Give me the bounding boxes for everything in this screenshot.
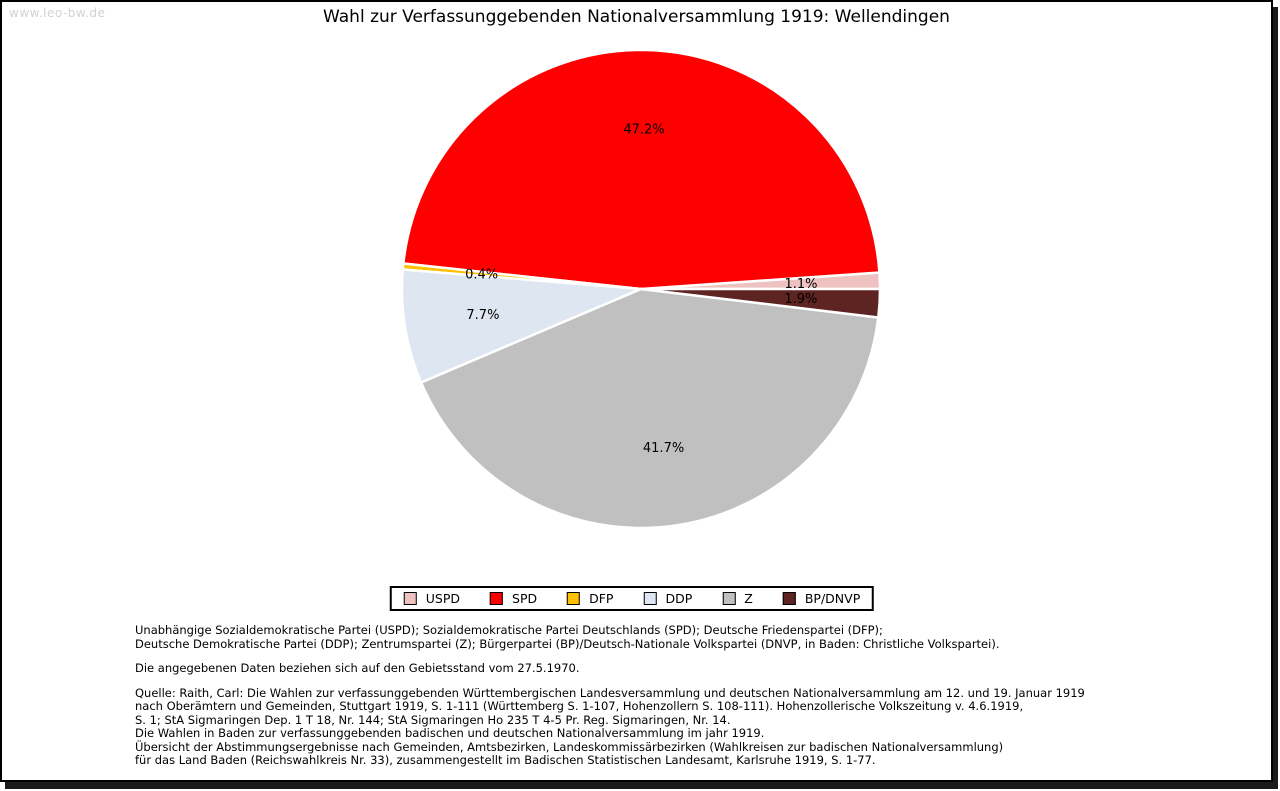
chart-title: Wahl zur Verfassunggebenden Nationalversammlung 1919: Wellendingen <box>323 7 950 27</box>
note-line: Die Wahlen in Baden zur verfassunggebenden badischen und deutschen Nationalversammlung im jahr 1919. <box>135 726 765 740</box>
legend-label: Z <box>744 591 753 606</box>
legend-label: SPD <box>512 591 538 606</box>
legend-label: BP/DNVP <box>804 591 861 606</box>
legend-swatch-uspd <box>404 592 417 605</box>
legend-swatch-dfp <box>567 592 580 605</box>
note-line: für das Land Baden (Reichswahlkreis Nr. 33), zusammengestellt im Badischen Statistischen Landesamt, Karlsruhe 1919, S. 1-77. <box>135 753 876 767</box>
legend-label: DDP <box>665 591 693 606</box>
note-line: Übersicht der Abstimmungsergebnisse nach Gemeinden, Amtsbezirken, Landeskommissärbezirken (Wahlkreisen zur badischen Nationalversammlung) <box>135 739 1004 754</box>
legend-item-spd <box>490 591 537 606</box>
legend-item-bp-dnvp <box>783 591 860 606</box>
party-abbreviations-note <box>135 624 1085 651</box>
pie-slice-spd <box>403 50 879 289</box>
pie-slice-label-ddp: 7.7% <box>466 308 500 324</box>
note-line: Unabhängige Sozialdemokratische Partei (USPD); Sozialdemokratische Partei Deutschlands (SPD); Deutsche Friedenspartei (DFP); <box>135 623 883 637</box>
note-line: Deutsche Demokratische Partei (DDP); Zentrumspartei (Z); Bürgerpartei (BP)/Deutsch-Nationale Volkspartei (DNVP, in Baden: Christliche Volkspartei). <box>135 636 1000 651</box>
pie-slice-label-spd: 47.2% <box>623 122 665 138</box>
legend <box>390 586 874 611</box>
pie-slice-label-uspd: 1.1% <box>784 277 818 293</box>
legend-swatch-spd <box>490 592 503 605</box>
pie-slice-label-bp-dnvp: 1.9% <box>784 292 818 308</box>
legend-item-z <box>722 591 753 606</box>
legend-swatch-z <box>722 592 735 605</box>
pie-slice-label-dfp: 0.4% <box>465 267 499 283</box>
watermark-url: www.leo-bw.de <box>9 6 106 20</box>
legend-item-ddp <box>643 591 692 606</box>
legend-label: DFP <box>589 591 614 606</box>
source-note <box>135 687 1085 768</box>
note-line: Die angegebenen Daten beziehen sich auf den Gebietsstand vom 27.5.1970. <box>135 661 580 675</box>
note-line: Quelle: Raith, Carl: Die Wahlen zur verfassunggebenden Württembergischen Landesversammlung und deutschen Nationalversammlung am 12. und 19. Januar 1919 <box>135 685 1085 700</box>
legend-swatch-bp-dnvp <box>783 592 796 605</box>
legend-swatch-ddp <box>643 592 656 605</box>
legend-label: USPD <box>425 591 461 606</box>
note-line: nach Oberämtern und Gemeinden, Stuttgart 1919, S. 1-111 (Württemberg S. 1-107, Hohenzollern S. 108-111). Hohenzollerische Volkszeitung v. 4.6.1919, <box>135 699 1024 713</box>
note-line: S. 1; StA Sigmaringen Dep. 1 T 18, Nr. 144; StA Sigmaringen Ho 235 T 4-5 Pr. Reg. Sigmaringen, Nr. 14. <box>135 712 731 727</box>
pie-chart <box>2 2 1275 577</box>
legend-item-uspd <box>404 591 460 606</box>
territorial-status-note <box>135 662 1085 676</box>
footnotes <box>135 624 1085 768</box>
pie-slice-label-z: 41.7% <box>642 441 685 457</box>
legend-item-dfp <box>567 591 613 606</box>
